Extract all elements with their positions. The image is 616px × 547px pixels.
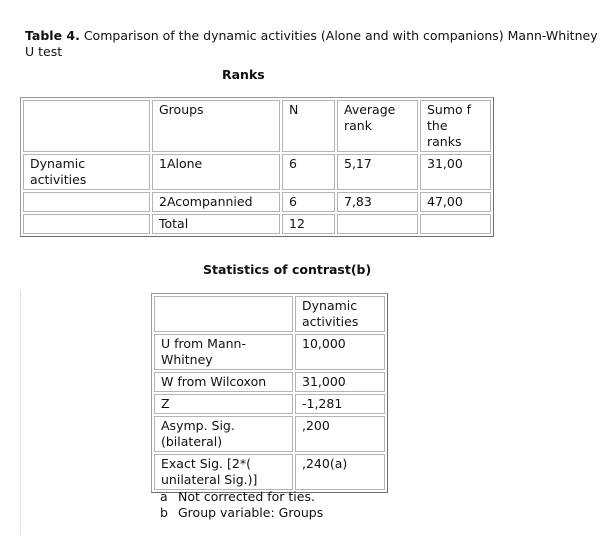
- footnote-letter: a: [160, 489, 168, 504]
- stats-title: Statistics of contrast(b): [203, 262, 372, 277]
- table-row: [23, 192, 491, 212]
- table-row: [154, 454, 385, 490]
- ranks-cell: 6: [282, 154, 335, 190]
- ranks-cell: 12: [282, 214, 335, 234]
- stats-label-cell: U from Mann-Whitney: [154, 334, 293, 370]
- table-caption: [25, 28, 600, 60]
- table-row: [154, 372, 385, 392]
- ranks-cell: [23, 214, 150, 234]
- footnote-text: Not corrected for ties.: [178, 489, 315, 504]
- ranks-cell: 31,00: [420, 154, 491, 190]
- footnote-letter: b: [160, 505, 168, 520]
- stats-value-cell: -1,281: [295, 394, 385, 414]
- margin-rule: [20, 290, 21, 535]
- stats-value-cell: ,240(a): [295, 454, 385, 490]
- ranks-cell: Total: [152, 214, 280, 234]
- table-footnotes: [160, 489, 323, 521]
- table-row: [154, 416, 385, 452]
- stats-table: [151, 293, 388, 493]
- footnote: [160, 505, 323, 521]
- stats-label-cell: Z: [154, 394, 293, 414]
- ranks-cell: 47,00: [420, 192, 491, 212]
- table-row: [23, 214, 491, 234]
- stats-label-cell: Asymp. Sig. (bilateral): [154, 416, 293, 452]
- stats-value-cell: ,200: [295, 416, 385, 452]
- stats-value-cell: 31,000: [295, 372, 385, 392]
- ranks-table: [20, 97, 494, 237]
- stats-header-cell: Dynamic activities: [295, 296, 385, 332]
- ranks-cell: Dynamic activities: [23, 154, 150, 190]
- ranks-header-cell: Average rank: [337, 100, 418, 152]
- ranks-cell: [23, 192, 150, 212]
- stats-header-cell: [154, 296, 293, 332]
- footnote-text: Group variable: Groups: [178, 505, 324, 520]
- ranks-cell: 2Acompannied: [152, 192, 280, 212]
- table-row: [23, 100, 491, 152]
- stats-label-cell: Exact Sig. [2*( unilateral Sig.)]: [154, 454, 293, 490]
- ranks-header-cell: Sumo f the ranks: [420, 100, 491, 152]
- caption-label: Table 4.: [25, 28, 80, 43]
- ranks-header-cell: [23, 100, 150, 152]
- table-row: [154, 334, 385, 370]
- ranks-cell: [337, 214, 418, 234]
- footnote: [160, 489, 323, 505]
- ranks-cell: [420, 214, 491, 234]
- caption-text: Comparison of the dynamic activities (Alone and with companions) Mann-Whitney U test: [25, 28, 598, 59]
- ranks-cell: 5,17: [337, 154, 418, 190]
- ranks-header-cell: N: [282, 100, 335, 152]
- ranks-title: Ranks: [222, 67, 265, 82]
- stats-label-cell: W from Wilcoxon: [154, 372, 293, 392]
- table-row: [154, 394, 385, 414]
- ranks-cell: 6: [282, 192, 335, 212]
- ranks-cell: 1Alone: [152, 154, 280, 190]
- ranks-cell: 7,83: [337, 192, 418, 212]
- ranks-header-cell: Groups: [152, 100, 280, 152]
- table-row: [23, 154, 491, 190]
- table-row: [154, 296, 385, 332]
- stats-value-cell: 10,000: [295, 334, 385, 370]
